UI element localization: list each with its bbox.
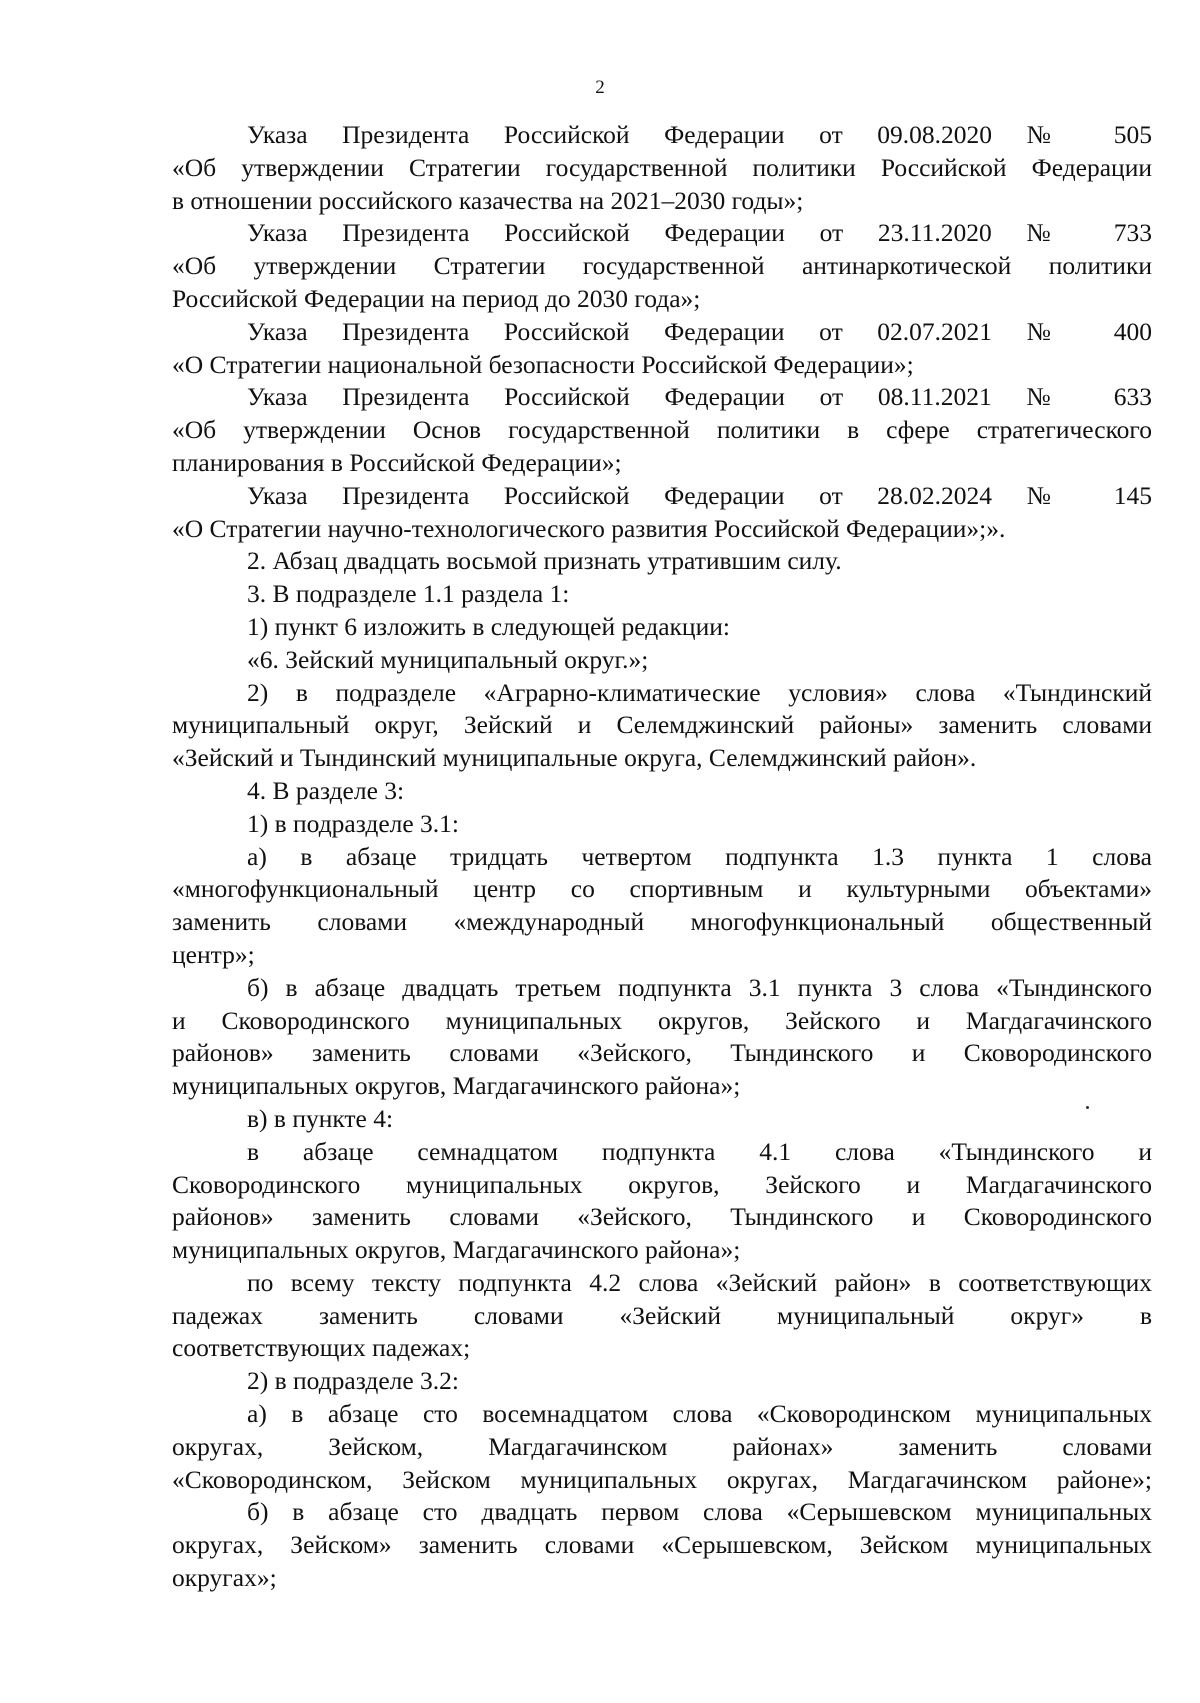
text-line: районов» заменить словами «Зейского, Тындинского и Сковородинского <box>172 1038 1152 1068</box>
text-line: «Об утверждении Стратегии государственной антинаркотической политики <box>172 251 1152 281</box>
text-line: 1) в подразделе 3.1: <box>247 808 460 838</box>
text-line: по всему тексту подпункта 4.2 слова «Зейский район» в соответствующих <box>247 1267 1152 1297</box>
text-line: Указа Президента Российской Федерации от 23.11.2020 № 733 <box>247 218 1152 248</box>
text-line: планирования в Российской Федерации»; <box>172 447 622 477</box>
text-line: в абзаце семнадцатом подпункта 4.1 слова «Тындинского и <box>247 1136 1152 1166</box>
text-line: «Об утверждении Стратегии государственной политики Российской Федерации <box>172 152 1152 182</box>
text-line: центр»; <box>172 939 255 969</box>
text-line: округах»; <box>172 1563 277 1593</box>
text-line: «многофункциональный центр со спортивным и культурными объектами» <box>172 874 1152 904</box>
page-number: 2 <box>595 77 605 98</box>
text-line: Сковородинского муниципальных округов, Зейского и Магдагачинского <box>172 1169 1152 1199</box>
text-line: и Сковородинского муниципальных округов, Зейского и Магдагачинского <box>172 1005 1152 1035</box>
text-line: соответствующих падежах; <box>172 1333 471 1363</box>
text-line: Указа Президента Российской Федерации от 08.11.2021 № 633 <box>247 382 1152 412</box>
text-line: 2) в подразделе «Аграрно-климатические условия» слова «Тындинский <box>247 677 1152 707</box>
document-body <box>172 119 1152 1595</box>
text-line: «Об утверждении Основ государственной политики в сфере стратегического <box>172 415 1152 445</box>
text-line: муниципальных округов, Магдагачинского района»; <box>172 1071 741 1101</box>
text-line: 1) пункт 6 изложить в следующей редакции: <box>247 611 730 641</box>
text-line: 4. В разделе 3: <box>247 775 405 805</box>
text-line: округах, Зейском» заменить словами «Серышевском, Зейском муниципальных <box>172 1530 1152 1560</box>
text-line: 2) в подразделе 3.2: <box>247 1366 460 1396</box>
text-line: заменить словами «международный многофункциональный общественный <box>172 907 1152 937</box>
text-line: а) в абзаце тридцать четвертом подпункта 1.3 пункта 1 слова <box>247 841 1152 871</box>
text-line: в) в пункте 4: <box>247 1103 394 1133</box>
text-line: Указа Президента Российской Федерации от 09.08.2020 № 505 <box>247 120 1152 149</box>
text-line: «Сковородинском, Зейском муниципальных округах, Магдагачинском районе»; <box>172 1464 1152 1494</box>
text-line: а) в абзаце сто восемнадцатом слова «Сковородинском муниципальных <box>247 1399 1152 1429</box>
text-line: в отношении российского казачества на 2021–2030 годы»; <box>172 185 804 215</box>
text-line: «6. Зейский муниципальный округ.»; <box>247 644 649 674</box>
text-line: округах, Зейском, Магдагачинском районах» заменить словами <box>172 1431 1152 1461</box>
text-line: Указа Президента Российской Федерации от 28.02.2024 № 145 <box>247 480 1152 510</box>
text-line: «Зейский и Тындинский муниципальные округа, Селемджинский район». <box>172 743 977 773</box>
scan-speck <box>1086 1106 1089 1109</box>
text-line: Указа Президента Российской Федерации от 02.07.2021 № 400 <box>247 316 1152 346</box>
text-line: Российской Федерации на период до 2030 года»; <box>172 283 701 313</box>
text-line: 2. Абзац двадцать восьмой признать утратившим силу. <box>247 546 842 576</box>
text-line: б) в абзаце двадцать третьем подпункта 3.1 пункта 3 слова «Тындинского <box>247 972 1152 1002</box>
text-line: муниципальный округ, Зейский и Селемджинский районы» заменить словами <box>172 710 1152 740</box>
text-line: муниципальных округов, Магдагачинского района»; <box>172 1235 741 1265</box>
text-line: б) в абзаце сто двадцать первом слова «Серышевском муниципальных <box>247 1497 1152 1527</box>
text-line: падежах заменить словами «Зейский муниципальный округ» в <box>172 1300 1152 1330</box>
text-line: «О Стратегии научно-технологического развития Российской Федерации»;». <box>172 513 1006 543</box>
text-line: «О Стратегии национальной безопасности Российской Федерации»; <box>172 349 914 379</box>
text-line: районов» заменить словами «Зейского, Тындинского и Сковородинского <box>172 1202 1152 1232</box>
text-line: 3. В подразделе 1.1 раздела 1: <box>247 579 570 609</box>
